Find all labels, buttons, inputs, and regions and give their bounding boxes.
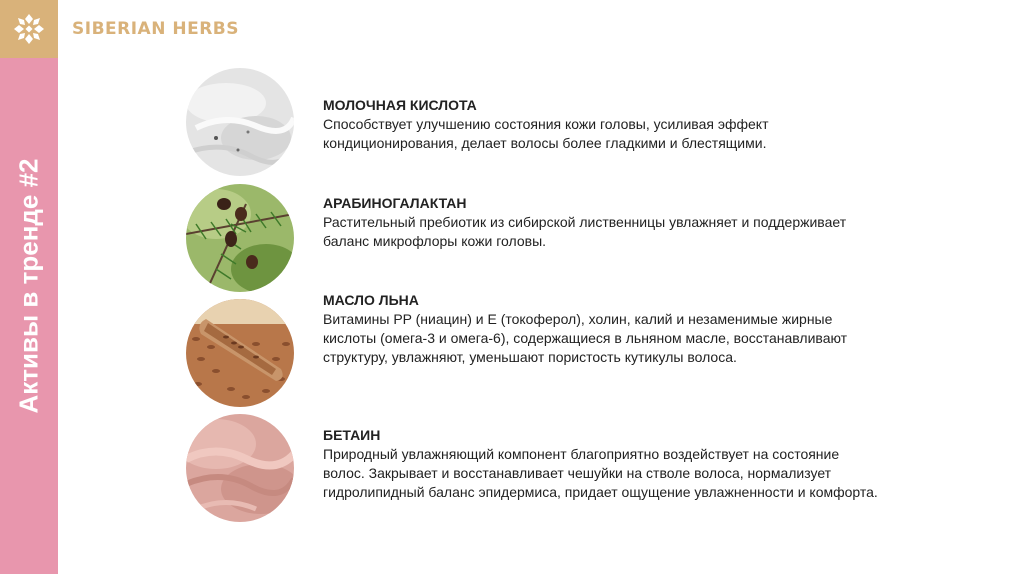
snowflake-icon	[12, 12, 46, 46]
page-title: Активы в тренде #2	[13, 158, 44, 414]
ingredient-description: Способствует улучшению состояния кожи головы, усиливая эффект кондиционирования, делает волосы более гладкими и блестящими.	[323, 116, 769, 151]
ingredient-description: Растительный пребиотик из сибирской лиственницы увлажняет и поддерживает баланс микрофлоры кожи головы.	[323, 214, 847, 249]
ingredient-title: АРАБИНОГАЛАКТАН	[323, 195, 467, 211]
lactic-acid-cream-photo	[186, 68, 294, 176]
ingredient-description: Природный увлажняющий компонент благоприятно воздействует на состояние волос. Закрывает и восстанавливает чешуйки на стволе волоса, нормализует гидролипидный баланс эпидермиса, придает ощущение увлажненности и комфорта.	[323, 446, 878, 500]
sidebar	[0, 58, 58, 574]
flax-seeds-photo	[186, 299, 294, 407]
brand-logo	[0, 0, 58, 58]
larch-branch-photo	[186, 184, 294, 292]
ingredient-description: Витамины PP (ниацин) и E (токоферол), холин, калий и незаменимые жирные кислоты (омега-3 и омега-6), содержащиеся в льняном масле, восстанавливают структуру, увлажняют, уменьшают пористость кутикулы волоса.	[323, 311, 848, 365]
brand-name: SIBERIAN HERBS	[72, 19, 239, 39]
betaine-cream-photo	[186, 414, 294, 522]
ingredient-title: БЕТАИН	[323, 427, 381, 443]
ingredient-title: МОЛОЧНАЯ КИСЛОТА	[323, 97, 477, 113]
ingredient-title: МАСЛО ЛЬНА	[323, 292, 419, 308]
